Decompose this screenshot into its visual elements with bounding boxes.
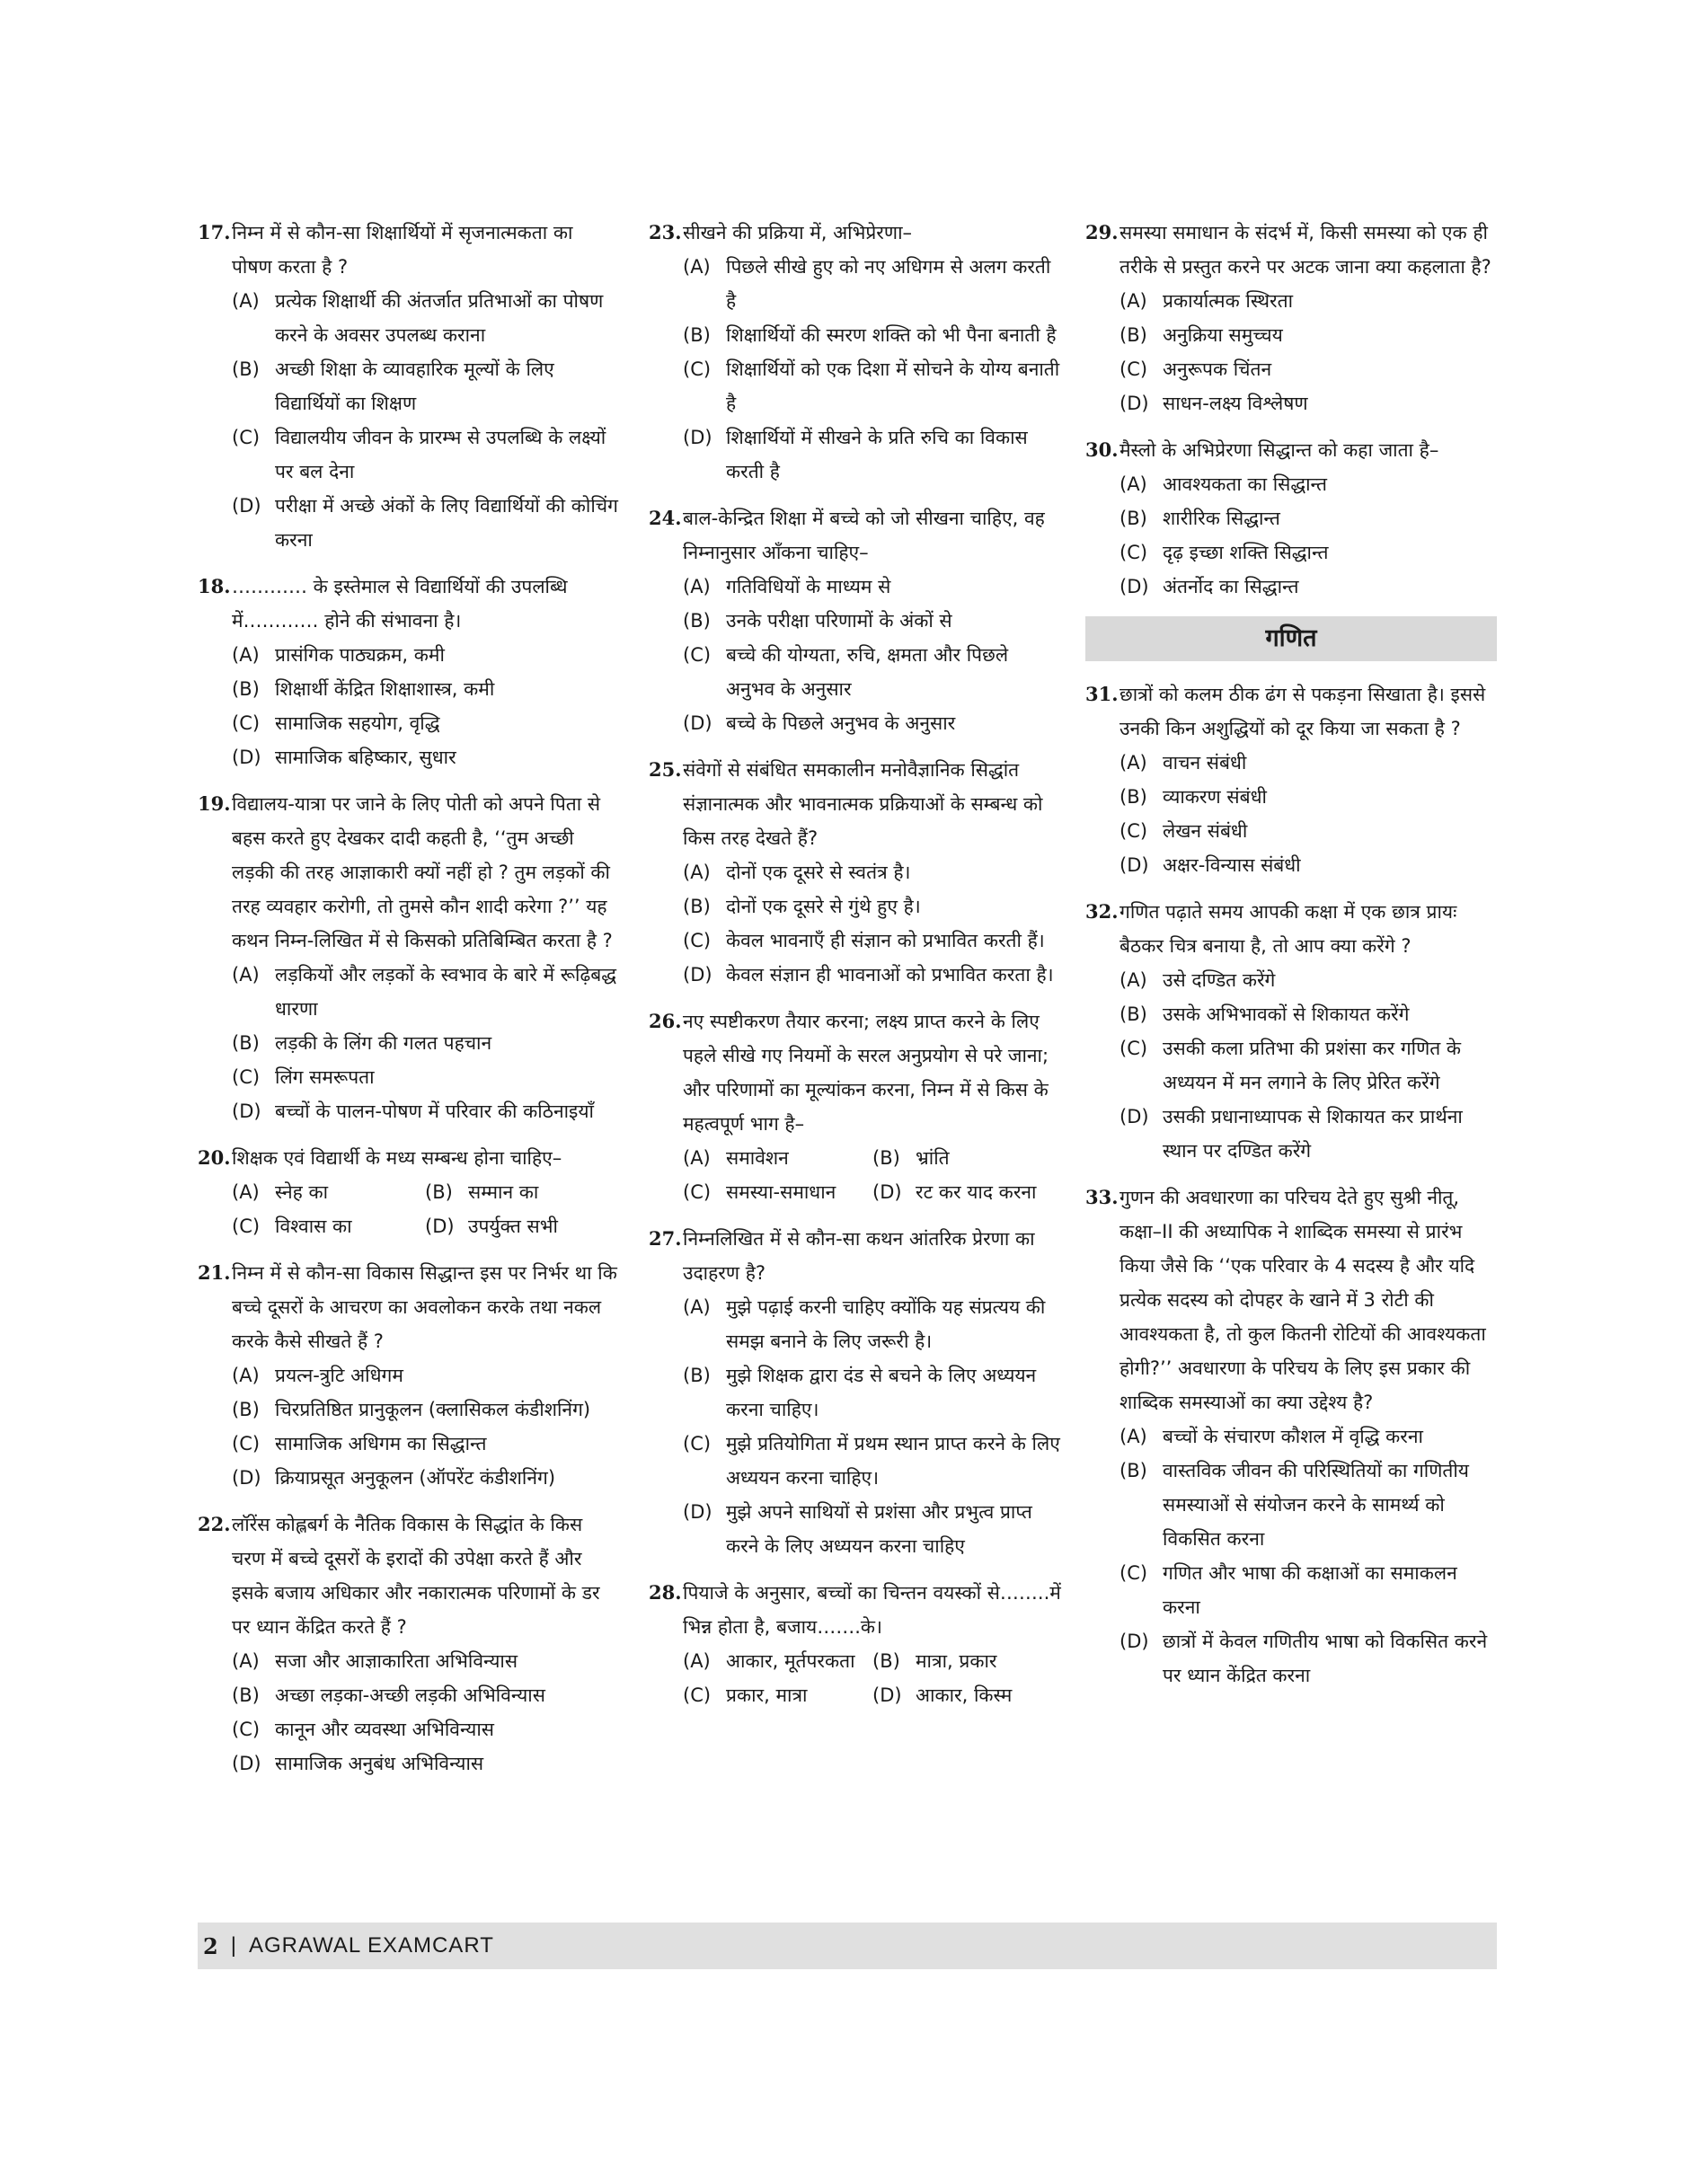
option-text: छात्रों में केवल गणितीय भाषा को विकसित करने पर ध्यान केंद्रित करना [1163, 1631, 1488, 1686]
option-label: (B) [1119, 1003, 1147, 1025]
question-block [649, 1576, 1062, 1712]
option-label: (B) [232, 1032, 260, 1054]
option-text: दोनों एक दूसरे से गुंथे हुए है। [726, 896, 921, 917]
option-text: अक्षर-विन्यास संबंधी [1163, 854, 1301, 876]
option-label: (A) [683, 862, 711, 883]
option-text: मुझे प्रतियोगिता में प्रथम स्थान प्राप्त करने के लिए अध्ययन करना चाहिए। [726, 1433, 1060, 1489]
answer-option [1085, 467, 1497, 501]
answer-option [1085, 570, 1497, 604]
options-list [1085, 284, 1497, 420]
option-label: (A) [683, 576, 711, 597]
option-text: व्याकरण संबंधी [1163, 786, 1267, 808]
answer-option [1085, 386, 1497, 420]
answer-option [872, 1141, 1062, 1175]
answer-option [649, 1290, 1062, 1358]
question-number: 23. [649, 221, 682, 243]
option-text: बच्चों के पालन-पोषण में परिवार की कठिनाइयाँ [275, 1101, 594, 1122]
option-text: शिक्षार्थी केंद्रित शिक्षाशास्त्र, कमी [275, 678, 495, 700]
option-label: (D) [683, 1501, 712, 1523]
option-text: केवल भावनाएँ ही संज्ञान को प्रभावित करती हैं। [726, 930, 1045, 951]
option-text: कानून और व्यवस्था अभिविन्यास [275, 1719, 494, 1740]
question-row [198, 787, 618, 958]
answer-option [649, 352, 1062, 420]
answer-option [198, 489, 618, 557]
question-row [649, 501, 1062, 570]
option-label: (D) [683, 427, 712, 448]
answer-option [649, 318, 1062, 352]
question-text: समस्या समाधान के संदर्भ में, किसी समस्या को एक ही तरीके से प्रस्तुत करने पर अटक जाना क्या कहलाता है? [1119, 222, 1491, 278]
option-label: (A) [683, 256, 711, 278]
option-label: (D) [1119, 1106, 1149, 1127]
option-label: (B) [683, 896, 711, 917]
answer-option [872, 1175, 1062, 1209]
question-text: लॉरेंस कोह्लबर्ग के नैतिक विकास के सिद्धांत के किस चरण में बच्चे दूसरों के इरादों की उपेक्षा करते हैं और इसके बजाय अधिकार और नकारात्मक परिणामों के डर पर ध्यान केंद्रित करते हैं ? [232, 1514, 600, 1638]
answer-option [649, 638, 1062, 706]
question-text: गणित पढ़ाते समय आपकी कक्षा में एक छात्र प्रायः बैठकर चित्र बनाया है, तो आप क्या करेंगे ? [1119, 901, 1457, 957]
answer-option [1085, 1100, 1497, 1168]
option-text: सामाजिक अनुबंध अभिविन्यास [275, 1753, 484, 1774]
option-label: (C) [1119, 1038, 1148, 1059]
option-text: लड़कियों और लड़कों के स्वभाव के बारे में रूढ़िबद्ध धारणा [275, 964, 617, 1020]
options-list [1085, 746, 1497, 882]
option-text: प्रयत्न-त्रुटि अधिगम [275, 1365, 403, 1386]
option-text: शिक्षार्थियों की स्मरण शक्ति को भी पैना बनाती है [726, 324, 1057, 346]
option-label: (B) [1119, 1460, 1147, 1481]
question-block [649, 216, 1062, 489]
column-1 [198, 216, 618, 1793]
option-text: गतिविधियों के माध्यम से [726, 576, 891, 597]
question-row [649, 1222, 1062, 1290]
question-block [198, 216, 618, 557]
option-text: भ्रांति [916, 1147, 950, 1169]
option-text: अंतर्नोद का सिद्धान्त [1163, 576, 1299, 597]
answer-option [198, 638, 618, 672]
answer-option [198, 740, 618, 774]
option-label: (A) [1119, 290, 1147, 312]
option-label: (A) [232, 964, 260, 986]
answer-option [198, 672, 618, 706]
answer-option [198, 958, 618, 1026]
option-text: विश्वास का [275, 1216, 352, 1237]
question-block [649, 501, 1062, 740]
options-list [198, 1644, 618, 1781]
question-text: नए स्पष्टीकरण तैयार करना; लक्ष्य प्राप्त करने के लिए पहले सीखे गए नियमों के सरल अनुप्रयोग से परे जाना; और परिणामों का मूल्यांकन करना, निम्न में से किस के महत्वपूर्ण भाग है– [683, 1011, 1049, 1135]
answer-option [683, 1678, 872, 1712]
answer-option [1085, 963, 1497, 997]
question-text: छात्रों को कलम ठीक ढंग से पकड़ना सिखाता है। इससे उनकी किन अशुद्धियों को दूर किया जा सकता है ? [1119, 684, 1486, 739]
answer-option [198, 1461, 618, 1495]
question-block [198, 1256, 618, 1495]
option-label: (A) [683, 1650, 711, 1672]
question-block [1085, 1180, 1497, 1693]
question-text: गुणन की अवधारणा का परिचय देते हुए सुश्री नीतू, कक्षा–II की अध्यापिक ने शाब्दिक समस्या से प्रारंभ किया जैसे कि ‘‘एक परिवार के 4 सदस्य है और यदि प्रत्येक सदस्य को दोपहर के खाने में 3 रोटी की आवश्यकता है, तो कुल कितनी रोटियों की आवश्यकता होगी?’’ अवधारणा के परिचय के लिए इस प्रकार की शाब्दिक समस्याओं का क्या उद्देश्य है? [1119, 1187, 1486, 1413]
option-label: (C) [683, 1684, 712, 1706]
answer-option [1085, 1031, 1497, 1100]
option-text: साधन-लक्ष्य विश्लेषण [1163, 393, 1308, 414]
option-text: मुझे शिक्षक द्वारा दंड से बचने के लिए अध्ययन करना चाहिए। [726, 1365, 1037, 1420]
option-label: (C) [232, 1066, 261, 1088]
answer-option [1085, 1624, 1497, 1693]
page-footer [198, 1923, 1497, 1969]
question-number: 31. [1085, 683, 1119, 705]
options-list [198, 638, 618, 774]
question-number: 22. [198, 1513, 231, 1535]
answer-option [683, 1175, 872, 1209]
answer-option [198, 1746, 618, 1781]
answer-option [649, 855, 1062, 889]
option-text: बच्चों के संचारण कौशल में वृद्धि करना [1163, 1426, 1423, 1447]
answer-option [649, 1358, 1062, 1427]
answer-option [649, 250, 1062, 318]
question-row [1085, 433, 1497, 467]
option-label: (C) [683, 644, 712, 666]
option-label: (D) [232, 1101, 261, 1122]
option-text: बच्चे के पिछले अनुभव के अनुसार [726, 712, 956, 734]
answer-option [649, 958, 1062, 992]
option-label: (C) [683, 358, 712, 380]
option-label: (C) [232, 1216, 261, 1237]
option-label: (C) [1119, 358, 1148, 380]
option-text: लड़की के लिंग की गलत पहचान [275, 1032, 492, 1054]
option-label: (D) [683, 964, 712, 986]
option-text: अच्छी शिक्षा के व्यावहारिक मूल्यों के लिए विद्यार्थियों का शिक्षण [275, 358, 554, 414]
question-number: 17. [198, 221, 231, 243]
option-text: सामाजिक सहयोग, वृद्धि [275, 712, 440, 734]
option-label: (D) [1119, 576, 1149, 597]
answer-option [1085, 318, 1497, 352]
option-text: लिंग समरूपता [275, 1066, 375, 1088]
option-label: (B) [232, 358, 260, 380]
option-label: (C) [683, 1181, 712, 1203]
question-number: 32. [1085, 900, 1119, 923]
option-text: अच्छा लड़का-अच्छी लड़की अभिविन्यास [275, 1684, 545, 1706]
question-text: निम्न में से कौन-सा शिक्षार्थियों में सृजनात्मकता का पोषण करता है ? [232, 222, 573, 278]
answer-option [1085, 1454, 1497, 1556]
option-label: (B) [683, 610, 711, 632]
option-label: (D) [1119, 854, 1149, 876]
column-3 [1085, 216, 1497, 1705]
option-text: लेखन संबंधी [1163, 820, 1248, 842]
option-text: रट कर याद करना [916, 1181, 1037, 1203]
options-list [198, 284, 618, 557]
option-label: (C) [1119, 542, 1148, 563]
answer-option [649, 420, 1062, 489]
option-label: (B) [1119, 508, 1147, 529]
answer-option [1085, 284, 1497, 318]
option-label: (B) [425, 1181, 453, 1203]
question-block [649, 753, 1062, 992]
option-text: उसकी कला प्रतिभा की प्रशंसा कर गणित के अध्ययन में मन लगाने के लिए प्रेरित करेंगे [1163, 1038, 1462, 1093]
options-list [1085, 1419, 1497, 1693]
option-label: (D) [232, 747, 261, 768]
question-row [1085, 677, 1497, 746]
option-text: दृढ़ इच्छा शक्ति सिद्धान्त [1163, 542, 1329, 563]
option-text: मुझे अपने साथियों से प्रशंसा और प्रभुत्व प्राप्त करने के लिए अध्ययन करना चाहिए [726, 1501, 1032, 1557]
option-text: प्रासंगिक पाठ्यक्रम, कमी [275, 644, 445, 666]
option-label: (C) [232, 427, 261, 448]
option-label: (A) [232, 1365, 260, 1386]
option-label: (A) [1119, 473, 1147, 495]
question-row [649, 1004, 1062, 1141]
answer-option [872, 1678, 1062, 1712]
option-text: अनुरूपक चिंतन [1163, 358, 1272, 380]
options-list [649, 250, 1062, 489]
option-text: समावेशन [726, 1147, 789, 1169]
options-list [649, 1644, 1062, 1712]
question-block [198, 570, 618, 774]
options-list [649, 855, 1062, 992]
answer-option [198, 1712, 618, 1746]
question-number: 24. [649, 507, 682, 529]
column-2 [649, 216, 1062, 1725]
question-block [649, 1004, 1062, 1209]
option-text: विद्यालयीय जीवन के प्रारम्भ से उपलब्धि के लक्ष्यों पर बल देना [275, 427, 606, 482]
answer-option [198, 1094, 618, 1128]
option-label: (B) [1119, 786, 1147, 808]
option-label: (D) [425, 1216, 455, 1237]
answer-option [198, 1678, 618, 1712]
answer-option [649, 889, 1062, 924]
option-label: (A) [683, 1296, 711, 1318]
page-number: 2 [203, 1932, 218, 1959]
option-text: सामाजिक बहिष्कार, सुधार [275, 747, 456, 768]
question-block [198, 1141, 618, 1243]
answer-option [1085, 814, 1497, 848]
answer-option [1085, 848, 1497, 882]
answer-option [683, 1141, 872, 1175]
answer-option [1085, 352, 1497, 386]
option-text: गणित और भाषा की कक्षाओं का समाकलन करना [1163, 1562, 1457, 1618]
option-label: (C) [683, 930, 712, 951]
option-label: (A) [683, 1147, 711, 1169]
option-text: उनके परीक्षा परिणामों के अंकों से [726, 610, 952, 632]
option-text: सम्मान का [468, 1181, 539, 1203]
section-header: गणित [1085, 616, 1497, 661]
option-label: (C) [1119, 820, 1148, 842]
option-text: परीक्षा में अच्छे अंकों के लिए विद्यार्थियों की कोचिंग करना [275, 495, 618, 551]
option-text: उपर्युक्त सभी [468, 1216, 558, 1237]
option-text: सजा और आज्ञाकारिता अभिविन्यास [275, 1650, 518, 1672]
answer-option [1085, 535, 1497, 570]
option-text: मुझे पढ़ाई करनी चाहिए क्योंकि यह संप्रत्यय की समझ बनाने के लिए जरूरी है। [726, 1296, 1046, 1352]
question-block [198, 787, 618, 1128]
question-number: 25. [649, 758, 682, 781]
option-label: (D) [232, 1753, 261, 1774]
option-text: सामाजिक अधिगम का सिद्धान्त [275, 1433, 487, 1454]
question-text: बाल-केन्द्रित शिक्षा में बच्चे को जो सीखना चाहिए, वह निम्नानुसार आँकना चाहिए– [683, 508, 1045, 563]
option-label: (B) [232, 1684, 260, 1706]
answer-option [198, 420, 618, 489]
answer-option [232, 1175, 425, 1209]
options-list [1085, 963, 1497, 1168]
option-label: (A) [232, 644, 260, 666]
option-label: (B) [872, 1650, 900, 1672]
question-row [649, 753, 1062, 855]
question-block [1085, 216, 1497, 420]
answer-option [1085, 746, 1497, 780]
option-label: (A) [1119, 1426, 1147, 1447]
question-number: 29. [1085, 221, 1119, 243]
option-text: प्रकार, मात्रा [726, 1684, 808, 1706]
options-list [198, 1358, 618, 1495]
option-label: (B) [1119, 324, 1147, 346]
option-text: क्रियाप्रसूत अनुकूलन (ऑपरेंट कंडीशनिंग) [275, 1467, 556, 1489]
option-text: उसे दण्डित करेंगे [1163, 969, 1276, 991]
question-block [1085, 895, 1497, 1168]
option-label: (A) [232, 1650, 260, 1672]
question-block [198, 1507, 618, 1781]
option-text: पिछले सीखे हुए को नए अधिगम से अलग करती है [726, 256, 1051, 312]
question-block [1085, 433, 1497, 604]
option-label: (A) [232, 290, 260, 312]
answer-option [198, 1060, 618, 1094]
option-text: प्रत्येक शिक्षार्थी की अंतर्जात प्रतिभाओं का पोषण करने के अवसर उपलब्ध कराना [275, 290, 604, 346]
options-list [649, 570, 1062, 740]
question-number: 28. [649, 1581, 682, 1604]
option-label: (A) [232, 1181, 260, 1203]
answer-option [198, 1392, 618, 1427]
answer-option [198, 1644, 618, 1678]
answer-option [425, 1209, 618, 1243]
question-text: सीखने की प्रक्रिया में, अभिप्रेरणा– [683, 222, 913, 243]
answer-option [198, 352, 618, 420]
option-label: (C) [1119, 1562, 1148, 1584]
answer-option [649, 706, 1062, 740]
question-text: पियाजे के अनुसार, बच्चों का चिन्तन वयस्कों से……..में भिन्न होता है, बजाय…….के। [683, 1582, 1061, 1638]
footer-separator: | [230, 1933, 236, 1958]
option-label: (D) [1119, 393, 1149, 414]
answer-option [1085, 997, 1497, 1031]
option-label: (D) [872, 1181, 902, 1203]
question-text: विद्यालय-यात्रा पर जाने के लिए पोती को अपने पिता से बहस करते हुए देखकर दादी कहती है, ‘‘तुम अच्छी लड़की की तरह आज्ञाकारी क्यों नहीं हो ? तुम लड़कों की तरह व्यवहार करोगी, तो तुमसे कौन शादी करेगा ?’’ यह कथन निम्न-लिखित में से किसको प्रतिबिम्बित करता है ? [232, 793, 613, 951]
option-label: (C) [232, 1719, 261, 1740]
question-row [1085, 895, 1497, 963]
question-number: 26. [649, 1010, 682, 1032]
answer-option [683, 1644, 872, 1678]
option-label: (C) [683, 1433, 712, 1454]
question-text: संवेगों से संबंधित समकालीन मनोवैज्ञानिक सिद्धांत संज्ञानात्मक और भावनात्मक प्रक्रियाओं के सम्बन्ध को किस तरह देखते हैं? [683, 759, 1043, 849]
question-row [198, 1507, 618, 1644]
column-3-part-2 [1085, 677, 1497, 1693]
question-row [198, 216, 618, 284]
option-label: (D) [232, 495, 261, 517]
publisher-brand: AGRAWAL EXAMCART [248, 1933, 494, 1958]
option-text: वास्तविक जीवन की परिस्थितियों का गणितीय समस्याओं से संयोजन करने के सामर्थ्य को विकसित करना [1163, 1460, 1469, 1550]
question-block [649, 1222, 1062, 1563]
options-list [198, 1175, 618, 1243]
options-list [649, 1141, 1062, 1209]
option-text: बच्चे की योग्यता, रुचि, क्षमता और पिछले अनुभव के अनुसार [726, 644, 1009, 700]
option-text: शिक्षार्थियों को एक दिशा में सोचने के योग्य बनाती है [726, 358, 1060, 414]
option-text: आवश्यकता का सिद्धान्त [1163, 473, 1327, 495]
question-number: 33. [1085, 1186, 1119, 1208]
answer-option [1085, 1419, 1497, 1454]
option-text: केवल संज्ञान ही भावनाओं को प्रभावित करता है। [726, 964, 1054, 986]
option-text: अनुक्रिया समुच्चय [1163, 324, 1283, 346]
answer-option [425, 1175, 618, 1209]
answer-option [1085, 501, 1497, 535]
option-label: (C) [232, 1433, 261, 1454]
answer-option [649, 1427, 1062, 1495]
answer-option [1085, 780, 1497, 814]
question-number: 18. [198, 575, 231, 597]
option-text: स्नेह का [275, 1181, 329, 1203]
option-text: वाचन संबंधी [1163, 752, 1247, 774]
option-text: उसकी प्रधानाध्यापक से शिकायत कर प्रार्थना स्थान पर दण्डित करेंगे [1163, 1106, 1463, 1162]
question-row [1085, 1180, 1497, 1419]
answer-option [649, 604, 1062, 638]
option-label: (B) [872, 1147, 900, 1169]
answer-option [232, 1209, 425, 1243]
question-text: ………… के इस्तेमाल से विद्यार्थियों की उपलब्धि में………… होने की संभावना है। [232, 576, 568, 632]
option-text: आकार, मूर्तपरकता [726, 1650, 855, 1672]
question-text: निम्नलिखित में से कौन-सा कथन आंतरिक प्रेरणा का उदाहरण है? [683, 1228, 1035, 1284]
question-row [198, 570, 618, 638]
option-text: दोनों एक दूसरे से स्वतंत्र है। [726, 862, 911, 883]
question-row [649, 1576, 1062, 1644]
question-number: 27. [649, 1227, 682, 1250]
answer-option [198, 706, 618, 740]
option-label: (B) [232, 1399, 260, 1420]
answer-option [649, 570, 1062, 604]
question-text: शिक्षक एवं विद्यार्थी के मध्य सम्बन्ध होना चाहिए– [232, 1147, 562, 1169]
question-row [1085, 216, 1497, 284]
answer-option [198, 284, 618, 352]
option-label: (C) [232, 712, 261, 734]
question-number: 19. [198, 792, 231, 815]
option-label: (A) [1119, 969, 1147, 991]
answer-option [649, 924, 1062, 958]
question-row [649, 216, 1062, 250]
option-label: (D) [872, 1684, 902, 1706]
option-text: चिरप्रतिष्ठित प्रानुकूलन (क्लासिकल कंडीशनिंग) [275, 1399, 591, 1420]
question-number: 20. [198, 1146, 231, 1169]
option-label: (B) [232, 678, 260, 700]
question-number: 30. [1085, 438, 1119, 461]
option-text: आकार, किस्म [916, 1684, 1013, 1706]
options-list [649, 1290, 1062, 1563]
answer-option [872, 1644, 1062, 1678]
question-row [198, 1141, 618, 1175]
column-3-part-1 [1085, 216, 1497, 604]
option-text: शिक्षार्थियों में सीखने के प्रति रुचि का विकास करती है [726, 427, 1028, 482]
question-block [1085, 677, 1497, 882]
option-label: (D) [1119, 1631, 1149, 1652]
options-list [198, 958, 618, 1128]
option-text: प्रकार्यात्मक स्थिरता [1163, 290, 1294, 312]
option-label: (B) [683, 324, 711, 346]
options-list [1085, 467, 1497, 604]
option-text: समस्या-समाधान [726, 1181, 836, 1203]
question-text: मैस्लो के अभिप्रेरणा सिद्धान्त को कहा जाता है– [1119, 439, 1439, 461]
question-text: निम्न में से कौन-सा विकास सिद्धान्त इस पर निर्भर था कि बच्चे दूसरों के आचरण का अवलोकन करके तथा नकल करके कैसे सीखते हैं ? [232, 1262, 617, 1352]
option-label: (D) [683, 712, 712, 734]
answer-option [198, 1427, 618, 1461]
answer-option [1085, 1556, 1497, 1624]
option-text: मात्रा, प्रकार [916, 1650, 997, 1672]
answer-option [649, 1495, 1062, 1563]
answer-option [198, 1358, 618, 1392]
option-label: (D) [232, 1467, 261, 1489]
option-text: शारीरिक सिद्धान्त [1163, 508, 1280, 529]
question-number: 21. [198, 1261, 231, 1284]
option-text: उसके अभिभावकों से शिकायत करेंगे [1163, 1003, 1410, 1025]
question-row [198, 1256, 618, 1358]
answer-option [198, 1026, 618, 1060]
option-label: (B) [683, 1365, 711, 1386]
option-label: (A) [1119, 752, 1147, 774]
